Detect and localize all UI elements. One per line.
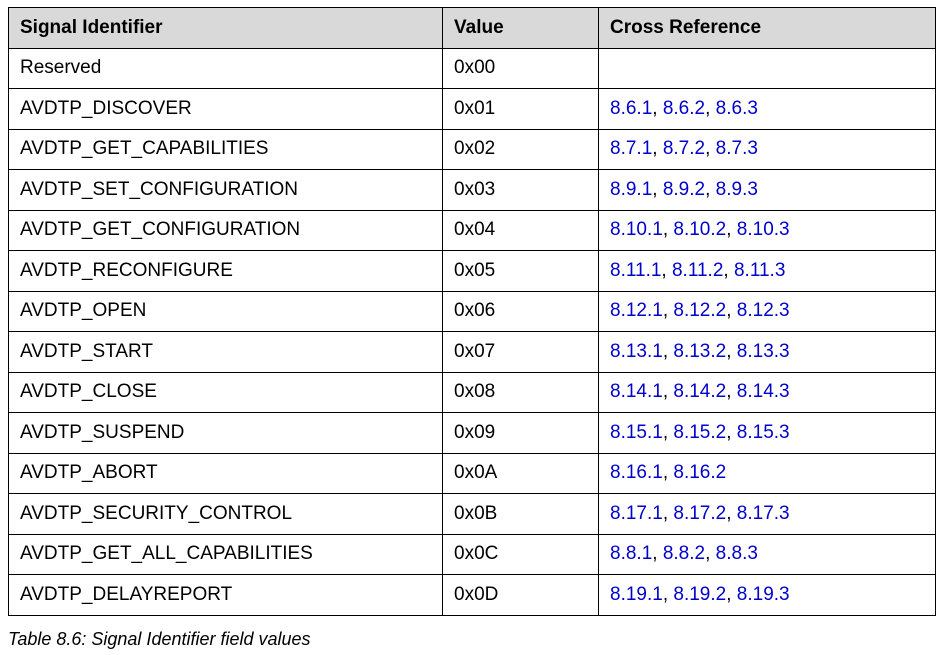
table-row <box>9 89 936 130</box>
table-header-row <box>9 8 936 49</box>
reference-separator: , <box>726 340 737 362</box>
reference-separator: , <box>726 219 737 241</box>
reference-separator: , <box>662 502 674 524</box>
signal-identifier-cell: AVDTP_START <box>9 332 443 373</box>
table-row <box>9 210 936 251</box>
reference-separator: , <box>662 219 674 241</box>
table-row <box>9 534 936 575</box>
value-cell: 0x01 <box>443 89 599 130</box>
signal-identifier-cell: AVDTP_GET_CONFIGURATION <box>9 210 443 251</box>
cross-reference-link[interactable]: 8.10.1 <box>610 219 663 241</box>
header-value: Value <box>443 8 599 49</box>
cross-reference-cell <box>599 89 936 130</box>
reference-separator: , <box>661 259 672 281</box>
cross-reference-link[interactable]: 8.8.2 <box>662 543 706 565</box>
table-row <box>9 494 936 535</box>
cross-reference-cell <box>599 534 936 575</box>
value-cell: 0x03 <box>443 170 599 211</box>
table-row <box>9 291 936 332</box>
cross-reference-cell <box>599 413 936 454</box>
table-caption: Table 8.6: Signal Identifier field values <box>8 629 311 649</box>
cross-reference-cell <box>599 291 936 332</box>
signal-identifier-cell: AVDTP_GET_ALL_CAPABILITIES <box>9 534 443 575</box>
reference-separator: , <box>726 421 737 443</box>
reference-separator: , <box>662 340 674 362</box>
cross-reference-link[interactable]: 8.14.2 <box>673 381 727 403</box>
signal-identifier-cell: AVDTP_SET_CONFIGURATION <box>9 170 443 211</box>
cross-reference-cell <box>599 332 936 373</box>
cross-reference-link[interactable]: 8.17.2 <box>673 502 727 524</box>
cross-reference-link[interactable]: 8.11.1 <box>610 259 662 281</box>
cross-reference-link[interactable]: 8.7.3 <box>715 138 758 160</box>
value-cell: 0x09 <box>443 413 599 454</box>
cross-reference-cell <box>599 494 936 535</box>
cross-reference-link[interactable]: 8.16.1 <box>610 462 663 484</box>
cross-reference-link[interactable]: 8.9.3 <box>715 178 758 200</box>
value-cell: 0x02 <box>443 129 599 170</box>
cross-reference-link[interactable]: 8.11.3 <box>733 259 786 281</box>
cross-reference-link[interactable]: 8.16.2 <box>673 462 727 484</box>
reference-separator: , <box>726 381 737 403</box>
cross-reference-link[interactable]: 8.8.3 <box>715 543 758 565</box>
reference-separator: , <box>726 502 737 524</box>
cross-reference-link[interactable]: 8.7.2 <box>662 138 706 160</box>
cross-reference-cell <box>599 575 936 616</box>
reference-separator: , <box>652 97 663 119</box>
reference-separator: , <box>662 583 674 605</box>
reference-separator: , <box>652 543 663 565</box>
reference-separator: , <box>662 300 674 322</box>
value-cell: 0x0C <box>443 534 599 575</box>
cross-reference-link[interactable]: 8.10.2 <box>673 219 727 241</box>
table-row <box>9 170 936 211</box>
table-row <box>9 413 936 454</box>
cross-reference-cell <box>599 129 936 170</box>
cross-reference-link[interactable]: 8.14.1 <box>610 381 663 403</box>
cross-reference-link[interactable]: 8.13.3 <box>736 340 790 362</box>
table-row <box>9 453 936 494</box>
reference-separator: , <box>662 421 674 443</box>
signal-identifier-cell: AVDTP_DISCOVER <box>9 89 443 130</box>
cross-reference-link[interactable]: 8.15.3 <box>736 421 790 443</box>
reference-separator: , <box>705 138 716 160</box>
cross-reference-link[interactable]: 8.9.1 <box>610 178 653 200</box>
reference-separator: , <box>662 462 674 484</box>
cross-reference-link[interactable]: 8.15.2 <box>673 421 727 443</box>
signal-identifier-cell: AVDTP_SECURITY_CONTROL <box>9 494 443 535</box>
signal-identifier-cell: AVDTP_GET_CAPABILITIES <box>9 129 443 170</box>
value-cell: 0x0D <box>443 575 599 616</box>
cross-reference-link[interactable]: 8.17.3 <box>736 502 790 524</box>
cross-reference-link[interactable]: 8.6.2 <box>662 97 706 119</box>
cross-reference-link[interactable]: 8.19.3 <box>736 583 790 605</box>
table-body <box>9 48 936 615</box>
signal-identifier-cell: AVDTP_RECONFIGURE <box>9 251 443 292</box>
reference-separator: , <box>662 381 674 403</box>
cross-reference-link[interactable]: 8.17.1 <box>610 502 663 524</box>
cross-reference-cell <box>599 170 936 211</box>
cross-reference-link[interactable]: 8.13.2 <box>673 340 727 362</box>
cross-reference-cell <box>599 210 936 251</box>
table-row <box>9 372 936 413</box>
value-cell: 0x06 <box>443 291 599 332</box>
reference-separator: , <box>726 583 737 605</box>
header-cross-reference: Cross Reference <box>599 8 936 49</box>
reference-separator: , <box>705 97 716 119</box>
reference-separator: , <box>652 178 663 200</box>
cross-reference-link[interactable]: 8.7.1 <box>610 138 653 160</box>
signal-identifier-table <box>8 7 936 616</box>
table-row <box>9 48 936 89</box>
cross-reference-link[interactable]: 8.8.1 <box>610 543 653 565</box>
cross-reference-link[interactable]: 8.19.2 <box>673 583 727 605</box>
cross-reference-link[interactable]: 8.12.1 <box>610 300 663 322</box>
signal-identifier-cell: AVDTP_DELAYREPORT <box>9 575 443 616</box>
cross-reference-link[interactable]: 8.14.3 <box>736 381 790 403</box>
value-cell: 0x04 <box>443 210 599 251</box>
signal-identifier-cell: Reserved <box>9 48 443 89</box>
cross-reference-link[interactable]: 8.19.1 <box>610 583 663 605</box>
value-cell: 0x00 <box>443 48 599 89</box>
reference-separator: , <box>705 543 716 565</box>
value-cell: 0x0A <box>443 453 599 494</box>
reference-separator: , <box>705 178 716 200</box>
signal-identifier-cell: AVDTP_OPEN <box>9 291 443 332</box>
cross-reference-cell <box>599 453 936 494</box>
cross-reference-link[interactable]: 8.6.1 <box>610 97 653 119</box>
cross-reference-cell <box>599 48 936 89</box>
table-row <box>9 332 936 373</box>
table-row <box>9 251 936 292</box>
header-signal-identifier: Signal Identifier <box>9 8 443 49</box>
cross-reference-link[interactable]: 8.10.3 <box>736 219 790 241</box>
table-row <box>9 575 936 616</box>
signal-identifier-cell: AVDTP_CLOSE <box>9 372 443 413</box>
cross-reference-link[interactable]: 8.11.2 <box>671 259 724 281</box>
value-cell: 0x08 <box>443 372 599 413</box>
cross-reference-link[interactable]: 8.12.3 <box>736 300 790 322</box>
table-row <box>9 129 936 170</box>
cross-reference-link[interactable]: 8.6.3 <box>715 97 758 119</box>
value-cell: 0x0B <box>443 494 599 535</box>
cross-reference-link[interactable]: 8.15.1 <box>610 421 663 443</box>
cross-reference-link[interactable]: 8.12.2 <box>673 300 727 322</box>
signal-identifier-cell: AVDTP_ABORT <box>9 453 443 494</box>
cross-reference-link[interactable]: 8.9.2 <box>662 178 706 200</box>
reference-separator: , <box>723 259 734 281</box>
cross-reference-cell <box>599 372 936 413</box>
signal-identifier-table-container <box>8 7 935 616</box>
reference-separator: , <box>652 138 663 160</box>
cross-reference-cell <box>599 251 936 292</box>
value-cell: 0x05 <box>443 251 599 292</box>
signal-identifier-cell: AVDTP_SUSPEND <box>9 413 443 454</box>
cross-reference-link[interactable]: 8.13.1 <box>610 340 663 362</box>
value-cell: 0x07 <box>443 332 599 373</box>
reference-separator: , <box>726 300 737 322</box>
